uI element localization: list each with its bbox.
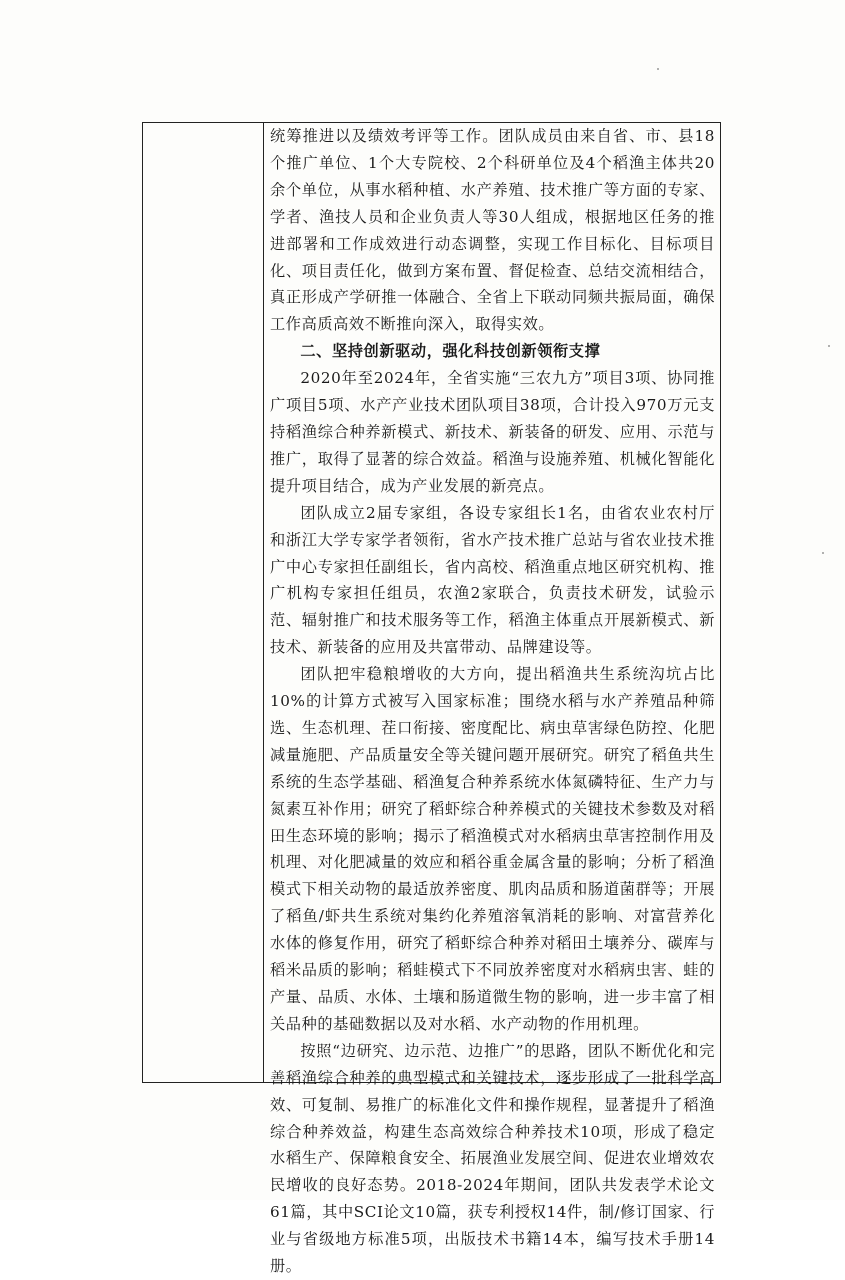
paragraph-achievements: 按照“边研究、边示范、边推广”的思路，团队不断优化和完善稻渔综合种养的典型模式和关键技术，逐步形成了一批科学高效、可复制、易推广的标准化文件和操作规程，显著提升了稻渔综合种养效益，构建生态高效综合种养技术10项，形成了稳定水稻生产、保障粮食安全、拓展渔业发展空间、促进农业增效农民增收的良好态势。2018-2024年期间，团队共发表学术论文61篇，其中SCI论文10篇，获专利授权14件，制/修订国家、行业与省级地方标准5项，出版技术书籍14本，编写技术手册14册。: [270, 1041, 715, 1276]
table-content-cell: [265, 123, 721, 1280]
table-label-cell: [143, 123, 264, 1082]
scan-speck: [822, 552, 824, 554]
paragraph-team-organization: 统筹推进以及绩效考评等工作。团队成员由来自省、市、县18个推广单位、1个大专院校、2个科研单位及4个稻渔主体共20余个单位，从事水稻种植、水产养殖、技术推广等方面的专家、学者、渔技人员和企业负责人等30人组成，根据地区任务的推进部署和工作成效进行动态调整，实现工作目标化、目标项目化、项目责任化，做到方案布置、督促检查、总结交流相结合，真正形成产学研推一体融合、全省上下联动同频共振局面，确保工作高质高效不断推向深入，取得实效。: [270, 127, 715, 334]
paragraph-project-investment: 2020年至2024年，全省实施“三农九方”项目3项、协同推广项目5项、水产产业技术团队项目38项，合计投入970万元支持稻渔综合种养新模式、新技术、新装备的研发、应用、示范与推广，取得了显著的综合效益。稻渔与设施养殖、机械化智能化提升项目结合，成为产业发展的新亮点。: [270, 369, 715, 495]
scan-speck: [657, 68, 659, 70]
form-table: [142, 122, 721, 1276]
section-heading-innovation: 二、坚持创新驱动，强化科技创新领衔支撑: [300, 342, 601, 361]
scan-speck: [828, 345, 830, 347]
paragraph-expert-group: 团队成立2届专家组，各设专家组长1名，由省农业农村厅和浙江大学专家学者领衔，省水产技术推广总站与省农业技术推广中心专家担任副组长，省内高校、稻渔重点地区研究机构、推广机构专家担任组员，农渔2家联合，负责技术研发，试验示范、辐射推广和技术服务等工作，稻渔主体重点开展新模式、新技术、新装备的应用及共富带动、品牌建设等。: [270, 503, 715, 657]
paragraph-research: 团队把牢稳粮增收的大方向，提出稻渔共生系统沟坑占比10%的计算方式被写入国家标准；围绕水稻与水产养殖品种筛选、生态机理、茬口衔接、密度配比、病虫草害绿色防控、化肥减量施肥、产品质量安全等关键问题开展研究。研究了稻鱼共生系统的生态学基础、稻渔复合种养系统水体氮磷特征、生产力与氮素互补作用；研究了稻虾综合种养模式的关键技术参数及对稻田生态环境的影响；揭示了稻渔模式对水稻病虫草害控制作用及机理、对化肥减量的效应和稻谷重金属含量的影响；分析了稻渔模式下相关动物的最适放养密度、肌肉品质和肠道菌群等；开展了稻鱼/虾共生系统对集约化养殖溶氧消耗的影响、对富营养化水体的修复作用，研究了稻虾综合种养对稻田土壤养分、碳库与稻米品质的影响；稻蛙模式下不同放养密度对水稻病虫害、蛙的产量、品质、水体、土壤和肠道微生物的影响，进一步丰富了相关品种的基础数据以及对水稻、水产动物的作用机理。: [270, 665, 715, 1033]
